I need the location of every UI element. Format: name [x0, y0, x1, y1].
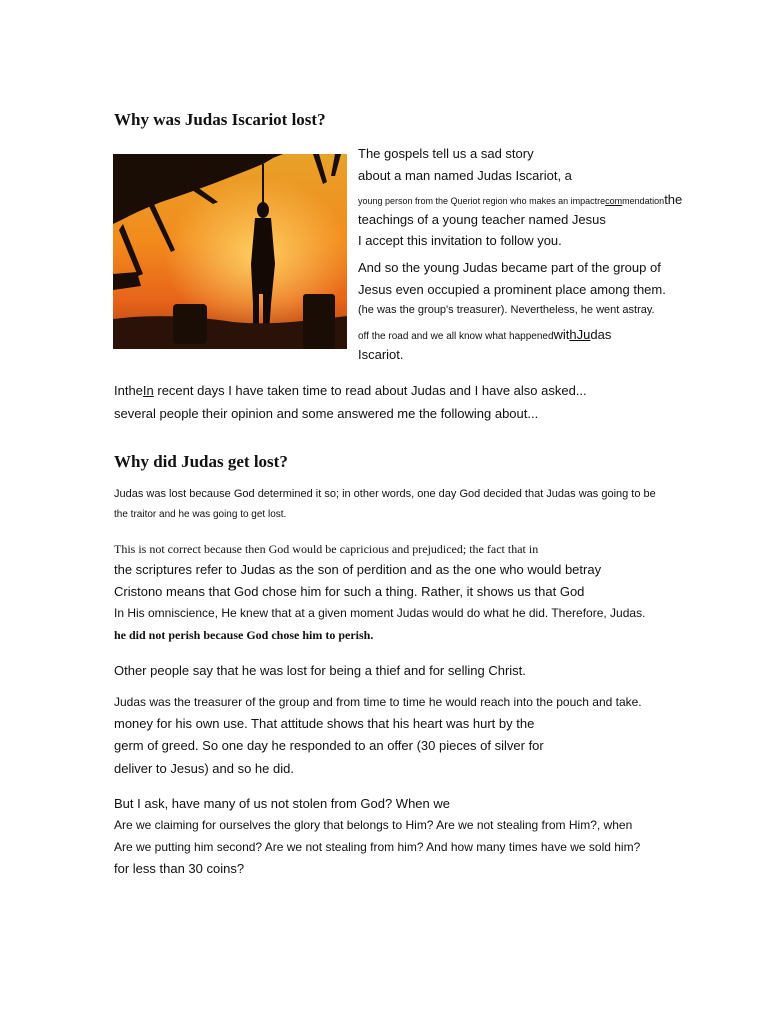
paragraph-line-bold: he did not perish because God chose him to perish.	[114, 628, 374, 642]
intro-fragment: das	[590, 327, 612, 342]
intro-fragment-underlined: hJu	[569, 327, 591, 342]
paragraph-line: for less than 30 coins?	[114, 861, 245, 876]
paragraph-line: Judas was the treasurer of the group and from time to time he would reach into the pouch and take.	[114, 695, 642, 709]
intro-fragment: mendation	[622, 196, 665, 206]
intro-line: (he was the group's treasurer). Nevertheless, he went astray.	[358, 304, 655, 316]
paragraph-line: Judas was lost because God determined it so; in other words, one day God decided that Judas was going to be	[114, 488, 656, 500]
para-fragment: Inthe	[114, 383, 143, 398]
intro-fragment-underlined: com	[605, 196, 623, 206]
paragraph-line-mixed	[114, 383, 587, 398]
intro-line: I accept this invitation to follow you.	[358, 233, 562, 248]
paragraph-line: Are we putting him second? Are we not stealing from him? And how many times have we sold him?	[114, 840, 641, 854]
intro-line: Jesus even occupied a prominent place among them.	[358, 282, 666, 297]
para-fragment: recent days I have taken time to read about Judas and I have also asked...	[153, 383, 587, 398]
intro-line: And so the young Judas became part of the group of	[358, 260, 661, 275]
section-heading-2: Why did Judas get lost?	[114, 452, 288, 471]
paragraph-line: This is not correct because then God would be capricious and prejudiced; the fact that in	[114, 542, 539, 556]
intro-line-mixed	[358, 326, 611, 344]
paragraph-line: the scriptures refer to Judas as the son of perdition and as the one who would betray	[114, 562, 602, 577]
intro-line: The gospels tell us a sad story	[358, 146, 534, 161]
intro-line: about a man named Judas Iscariot, a	[358, 168, 572, 183]
paragraph-line: But I ask, have many of us not stolen from God? When we	[114, 796, 451, 811]
para-fragment-underlined: In	[142, 383, 154, 398]
paragraph-line: Other people say that he was lost for being a thief and for selling Christ.	[114, 663, 526, 678]
paragraph-line: the traitor and he was going to get lost.	[114, 509, 287, 520]
paragraph-line: money for his own use. That attitude shows that his heart was hurt by the	[114, 716, 535, 731]
intro-fragment: the	[664, 192, 683, 207]
intro-line: teachings of a young teacher named Jesus	[358, 212, 606, 227]
section-heading-1: Why was Judas Iscariot lost?	[114, 110, 326, 129]
intro-line-mixed	[358, 191, 682, 209]
paragraph-line: Are we claiming for ourselves the glory that belongs to Him? Are we not stealing from Him?, when	[114, 818, 633, 832]
paragraph-line: deliver to Jesus) and so he did.	[114, 761, 294, 776]
paragraph-line: Cristono means that God chose him for such a thing. Rather, it shows us that God	[114, 584, 585, 599]
intro-fragment: young person from the Queriot region who makes an impactre	[358, 196, 606, 206]
intro-fragment: wit	[553, 327, 570, 342]
paragraph-line: germ of greed. So one day he responded to an offer (30 pieces of silver for	[114, 738, 544, 753]
paragraph-line: several people their opinion and some answered me the following about...	[114, 406, 539, 421]
intro-fragment: off the road and we all know what happened	[358, 331, 554, 342]
sunset-silhouette-image	[113, 154, 347, 349]
intro-line: Iscariot.	[358, 347, 404, 362]
paragraph-line: In His omniscience, He knew that at a given moment Judas would do what he did. Therefore, Judas.	[114, 606, 646, 620]
